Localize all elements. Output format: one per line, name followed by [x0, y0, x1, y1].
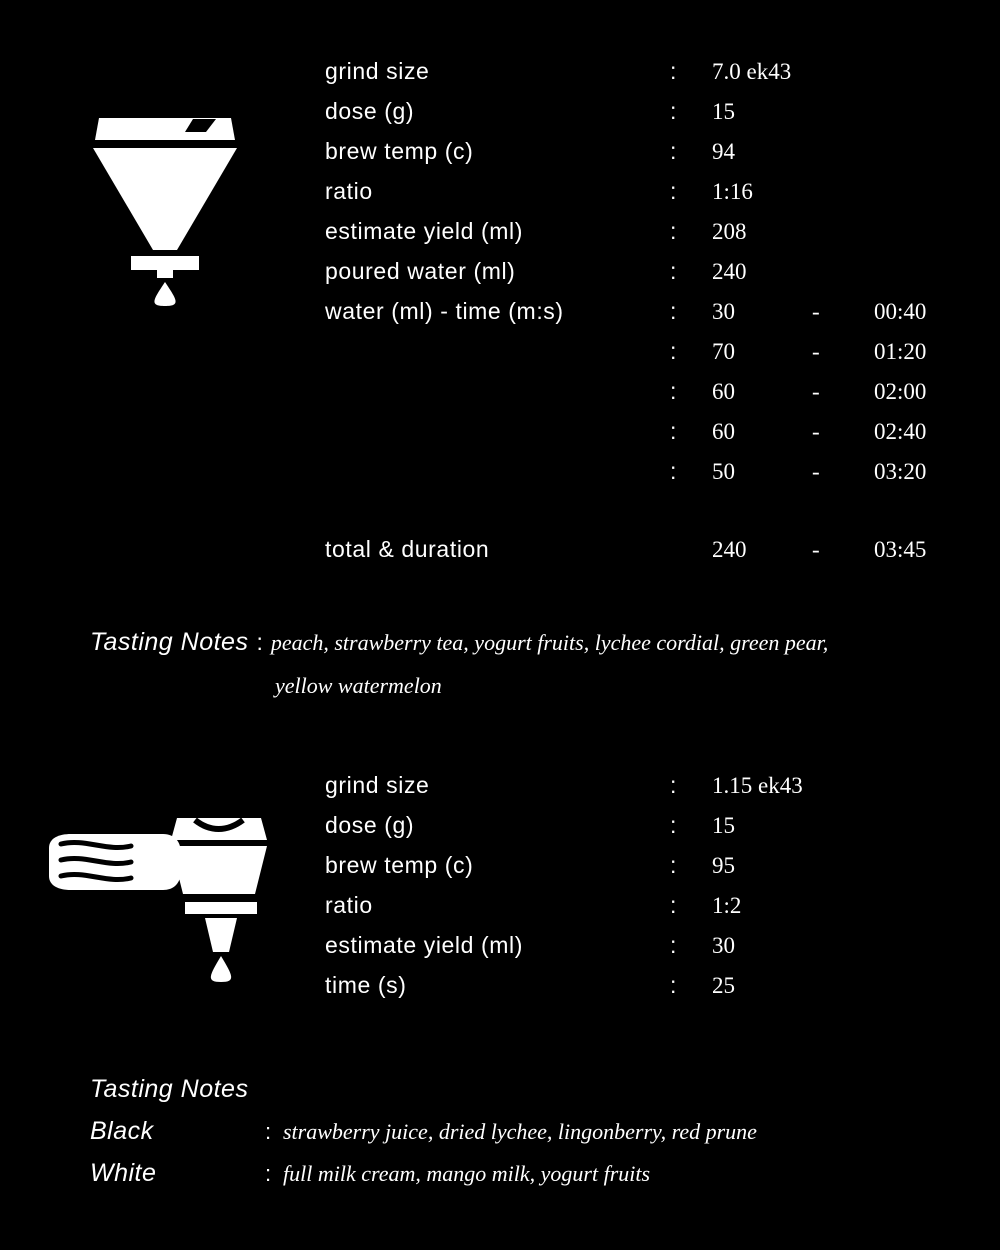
table-row [325, 932, 892, 972]
tasting-notes-title: Tasting Notes [90, 628, 249, 656]
row-colon: : [670, 972, 677, 998]
table-row [325, 98, 926, 138]
pour-dash: - [812, 379, 820, 404]
table-row [325, 258, 926, 298]
espresso-recipe-table [325, 772, 892, 1012]
row-value: 95 [712, 853, 735, 878]
pour-time: 02:40 [874, 419, 927, 444]
tasting-notes-entry-colon: : [265, 1161, 272, 1186]
pour-dash: - [812, 459, 820, 484]
espresso-tasting-notes [90, 1075, 970, 1201]
row-value: 1:2 [712, 893, 742, 918]
table-row [325, 852, 892, 892]
row-value: 240 [712, 259, 747, 284]
total-value: 240 [712, 537, 747, 562]
table-row-pour [325, 418, 926, 458]
table-row [325, 972, 892, 1012]
row-label: brew temp (c) [325, 138, 474, 164]
table-row [325, 772, 892, 812]
pour-water: 60 [712, 419, 735, 444]
pour-water: 60 [712, 379, 735, 404]
row-colon: : [670, 338, 677, 364]
pour-time: 02:00 [874, 379, 927, 404]
row-label: dose (g) [325, 812, 415, 838]
tasting-notes-entry-colon: : [265, 1119, 272, 1144]
tasting-notes-line [90, 625, 970, 660]
table-row-pour [325, 458, 926, 498]
pourover-recipe-table [325, 58, 926, 576]
table-row [325, 178, 926, 218]
row-colon: : [670, 892, 677, 918]
total-duration: 03:45 [874, 537, 927, 562]
row-colon: : [670, 852, 677, 878]
row-value: 1.15 ek43 [712, 773, 803, 798]
tasting-notes-title: Tasting Notes [90, 1075, 249, 1103]
row-label: grind size [325, 58, 430, 84]
pour-time: 00:40 [874, 299, 927, 324]
pour-time: 01:20 [874, 339, 927, 364]
table-row [325, 812, 892, 852]
row-colon: : [670, 98, 677, 124]
table-row [325, 58, 926, 98]
row-colon: : [670, 258, 677, 284]
pourover-tasting-notes [90, 625, 970, 703]
pour-time: 03:20 [874, 459, 927, 484]
row-colon: : [670, 218, 677, 244]
v60-dripper-icon [85, 110, 245, 310]
row-label: estimate yield (ml) [325, 932, 523, 958]
row-colon: : [670, 772, 677, 798]
row-label: time (s) [325, 972, 407, 998]
row-value: 94 [712, 139, 735, 164]
row-colon: : [670, 58, 677, 84]
tasting-notes-separator: : [256, 629, 263, 655]
pour-dash: - [812, 419, 820, 444]
row-value: 25 [712, 973, 735, 998]
row-value: 15 [712, 99, 735, 124]
row-colon: : [670, 812, 677, 838]
row-label: poured water (ml) [325, 258, 516, 284]
table-row-pour [325, 338, 926, 378]
row-value: 15 [712, 813, 735, 838]
row-label: grind size [325, 772, 430, 798]
table-row-pour [325, 378, 926, 418]
row-colon: : [670, 298, 677, 324]
row-value: 1:16 [712, 179, 753, 204]
row-label: dose (g) [325, 98, 415, 124]
row-colon: : [670, 378, 677, 404]
total-label: total & duration [325, 536, 490, 562]
pour-water: 50 [712, 459, 735, 484]
pour-water: 30 [712, 299, 735, 324]
pours-label: water (ml) - time (m:s) [325, 298, 564, 324]
row-value: 7.0 ek43 [712, 59, 792, 84]
row-colon: : [670, 418, 677, 444]
row-label: ratio [325, 892, 373, 918]
table-row [325, 218, 926, 258]
table-row [325, 138, 926, 178]
pour-dash: - [812, 339, 820, 364]
tasting-notes-line [90, 668, 970, 703]
tasting-notes-entry-name: Black [90, 1117, 154, 1145]
table-row-pour [325, 298, 926, 338]
table-row [325, 892, 892, 932]
row-colon: : [670, 458, 677, 484]
row-colon: : [670, 138, 677, 164]
portafilter-icon [45, 810, 275, 995]
tasting-notes-entry-text: strawberry juice, dried lychee, lingonberry, red prune [283, 1119, 757, 1144]
total-row [325, 536, 926, 576]
row-colon: : [670, 178, 677, 204]
tasting-notes-text-line2: yellow watermelon [275, 673, 442, 699]
tasting-notes-entry-name: White [90, 1159, 157, 1187]
pour-dash: - [812, 299, 820, 324]
total-dash: - [812, 537, 820, 562]
row-label: estimate yield (ml) [325, 218, 523, 244]
row-value: 30 [712, 933, 735, 958]
tasting-notes-entry [90, 1117, 970, 1159]
tasting-notes-title-row [90, 1075, 970, 1117]
row-value: 208 [712, 219, 747, 244]
row-label: ratio [325, 178, 373, 204]
pour-water: 70 [712, 339, 735, 364]
tasting-notes-entry [90, 1159, 970, 1201]
tasting-notes-entry-text: full milk cream, mango milk, yogurt fruits [283, 1161, 651, 1186]
tasting-notes-text-line1: peach, strawberry tea, yogurt fruits, lychee cordial, green pear, [270, 630, 829, 655]
row-colon: : [670, 932, 677, 958]
row-label: brew temp (c) [325, 852, 474, 878]
